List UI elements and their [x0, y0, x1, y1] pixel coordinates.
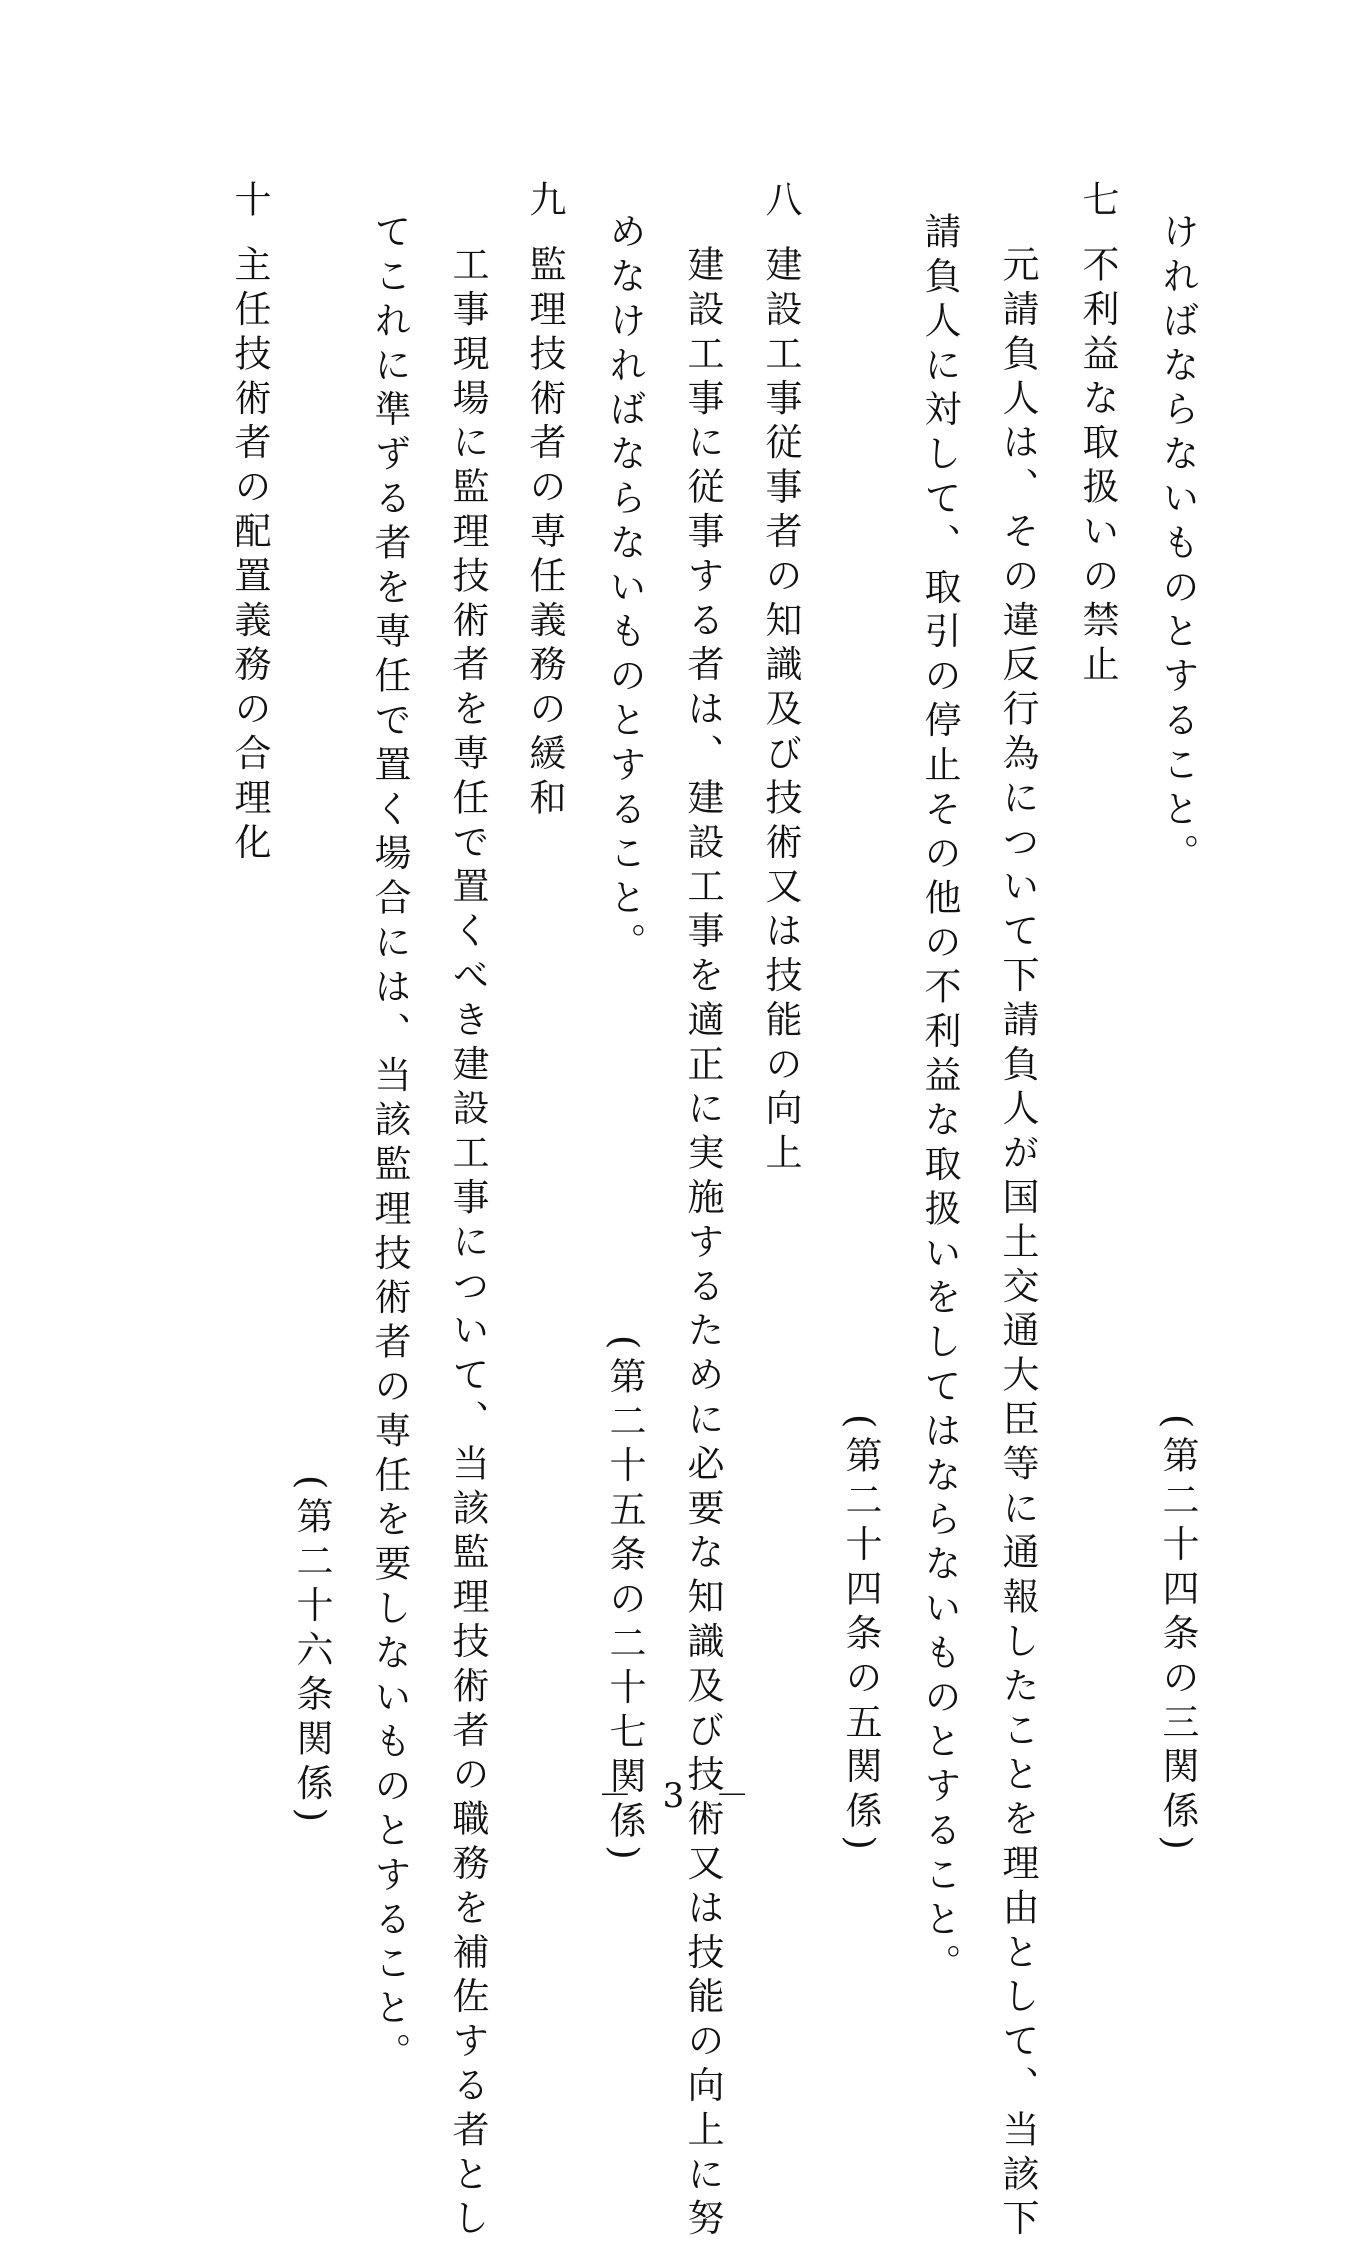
section-7-title: 不利益な取扱いの禁止: [1076, 245, 1119, 689]
section-8-title: 建設工事従事者の知識及び技術又は技能の向上: [759, 245, 802, 1178]
section-9-line-2: てこれに準ずる者を専任で置く場合には、当該監理技術者の専任を要しないものとすること。: [368, 212, 411, 2077]
continuation-line: ければならないものとすること。: [1156, 212, 1199, 878]
section-7-line-1: 元請負人は、その違反行為について下請負人が国土交通大臣等に通報したことを理由として、当該下: [996, 245, 1039, 2243]
section-10-title: 主任技術者の配置義務の合理化: [228, 245, 271, 867]
section-10-number: 十: [228, 180, 271, 217]
section-9-title: 監理技術者の専任義務の緩和: [523, 245, 566, 823]
section-7-line-2: 請負人に対して、取引の停止その他の不利益な取扱いをしてはならないものとすること。: [918, 212, 961, 1988]
section-8-number: 八: [759, 180, 802, 217]
section-9-line-1: 工事現場に監理技術者を専任で置くべき建設工事について、当該監理技術者の職務を補佐する者とし: [446, 245, 489, 2243]
section-7-ref: (第二十四条の五関係): [839, 1414, 882, 1858]
section-9-ref: (第二十六条関係): [290, 1475, 333, 1830]
section-8-line-1: 建設工事に従事する者は、建設工事を適正に実施するために必要な知識及び技術又は技能の向上に努: [681, 245, 724, 2243]
page-number: － 3 －: [597, 1776, 760, 1816]
section-9-number: 九: [523, 180, 566, 217]
section-8-ref: (第二十五条の二十七関係): [603, 1335, 646, 1868]
section-8-line-2: めなければならないものとすること。: [603, 212, 646, 967]
section-7-number: 七: [1076, 180, 1119, 217]
continuation-ref: (第二十四条の三関係): [1156, 1414, 1199, 1858]
